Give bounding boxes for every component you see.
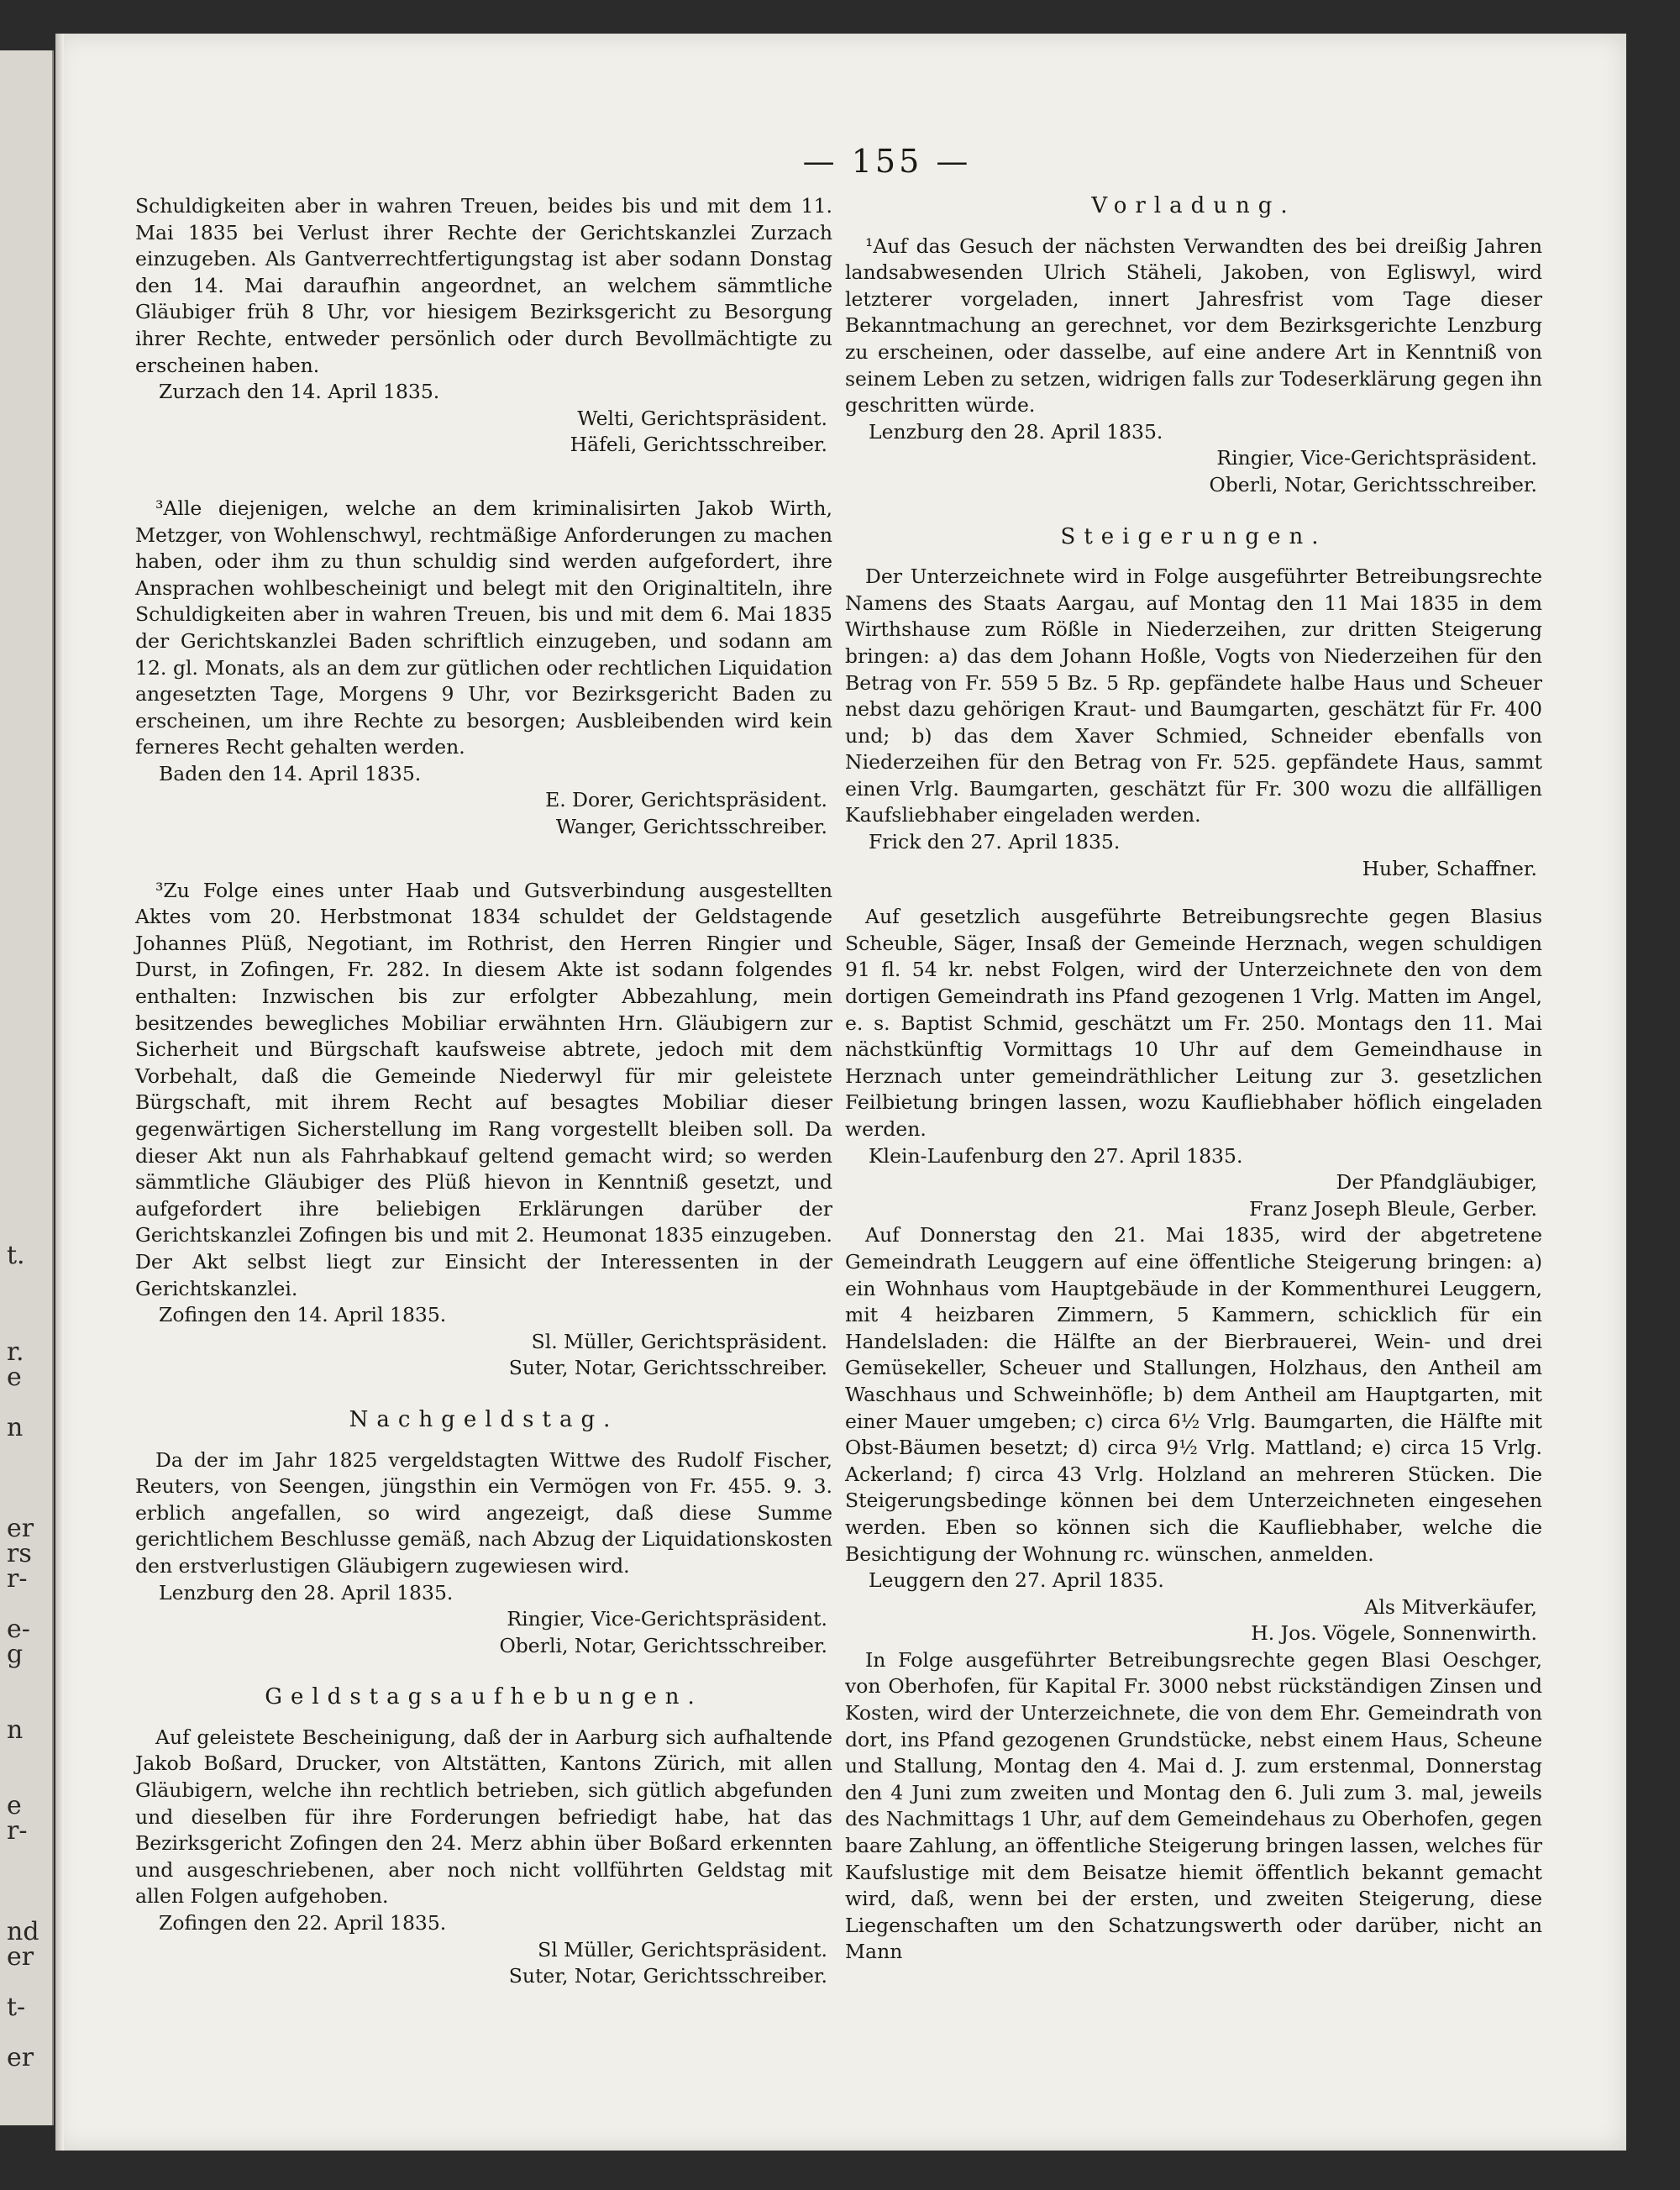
left-column [135, 193, 832, 1990]
margin-fragment: e [7, 1363, 22, 1392]
notice-signature: E. Dorer, Gerichtspräsident. [545, 788, 827, 812]
previous-page-edge [0, 50, 54, 2125]
margin-fragment: e [7, 1791, 22, 1820]
notice-paragraph: ³Zu Folge eines unter Haab und Gutsverbindung ausgestellten Aktes vom 20. Herbstmonat 1834 schuldet der Geldstagende Johannes Plüß, Negotiant, im Rothrist, den Herren Ringier und Durst, in Zofingen, Fr. 282. In diesem Akte ist sodann folgendes enthalten: Inzwischen bis zur erfolgter Abbezahlung, mein besitzendes bewegliches Mobiliar erwähnten Hrn. Gläubigern zur Sicherheit und Bürgschaft kaufsweise abtrete, jedoch mit dem Vorbehalt, daß die Gemeinde Niederwyl für mir geleistete Bürgschaft, mit ihrem Recht auf besagtes Mobiliar dieser gegenwärtigen Sicherstellung im Rang vorgestellt bleiben soll. Da dieser Akt nun als Fahrhabkauf geltend gemacht wird; so werden sämmtliche Gläubiger des Plüß hievon in Kenntniß gesetzt, und aufgefordert ihre beliebigen Erklärungen darüber der Gerichtskanzlei Zofingen bis und mit 2. Heumonat 1835 einzugeben. Der Akt selbst liegt zur Einsicht der Interessenten in der Gerichtskanzlei. [135, 878, 832, 1300]
notice-signature: Wanger, Gerichtsschreiber. [555, 815, 827, 839]
notice-signature: Sl. Müller, Gerichtspräsident. [531, 1329, 827, 1353]
notice-paragraph: ³Alle diejenigen, welche an dem kriminalisirten Jakob Wirth, Metzger, von Wohlenschwyl, rechtmäßige Anforderungen zu machen haben, oder ihm zu thun schuldig sind werden aufgefordert, ihre Ansprachen wohlbescheinigt und belegt mit den Originaltiteln, ihre Schuldigkeiten aber in wahren Treuen, bis und mit dem 6. Mai 1835 der Gerichtskanzlei Baden schriftlich einzugeben, und sodann am 12. gl. Monats, als an dem zur gütlichen oder rechtlichen Liquidation angesetzten Tage, Morgens 9 Uhr, vor Bezirksgericht Baden zu erscheinen, um ihre Rechte zu besorgen; Ausbleibenden wird kein ferneres Recht gehalten werden. [135, 496, 832, 759]
notice-signature: Suter, Notar, Gerichtsschreiber. [508, 1356, 827, 1380]
notice-dateline: Leuggern den 27. April 1835. [869, 1568, 1164, 1593]
notice-signature: Suter, Notar, Gerichtsschreiber. [508, 1964, 827, 1988]
spacer [135, 841, 832, 878]
section-heading: Steigerungen. [1060, 523, 1327, 549]
notice-paragraph: Da der im Jahr 1825 vergeldstagten Wittwe des Rudolf Fischer, Reuters, von Seengen, jüngsthin ein Vermögen von Fr. 455. 9. 3. erblich angefallen, so wird angezeigt, daß diese Summe gerichtlichem Beschlusse gemäß, nach Abzug der Liquidationskosten den erstverlustigen Gläubigern zugewiesen wird. [135, 1447, 832, 1578]
notice-signature: Als Mitverkäufer, [1364, 1594, 1537, 1619]
notice-dateline: Zofingen den 14. April 1835. [159, 1303, 447, 1327]
notice-signature: Ringier, Vice-Gerichtspräsident. [507, 1607, 827, 1631]
notice-dateline: Baden den 14. April 1835. [159, 761, 422, 785]
spacer [845, 882, 1542, 904]
notice-signature: Welti, Gerichtspräsident. [577, 406, 827, 430]
notice-signature: Oberli, Notar, Gerichtsschreiber. [499, 1633, 827, 1657]
section-heading: Geldstagsaufhebungen. [265, 1684, 703, 1710]
notice-paragraph: In Folge ausgeführter Betreibungsrechte gegen Blasi Oeschger, von Oberhofen, für Kapital Fr. 3000 nebst rückständigen Zinsen und Kosten, wird der Unterzeichnete, die von dem Ehr. Gemeindrath von dort, ins Pfand gezogenen Grundstücke, nebst einem Haus, Scheune und Stallung, Montag den 4. Mai d. J. zum erstenmal, Donnerstag den 4 Juni zum zweiten und Montag den 6. Juli zum 3. mal, jeweils des Nachmittags 1 Uhr, auf dem Gemeindehaus zu Oberhofen, gegen baare Zahlung, an öffentliche Steigerung bringen lassen, welches für Kaufslustige mit dem Beisatze hiemit öffentlich bekannt gemacht wird, daß, wenn bei der ersten, und zweiten Steigerung, diese Liegenschaften um den Schatzungswerth oder darüber, nicht an Mann [845, 1647, 1542, 1964]
notice-signature: Huber, Schaffner. [1362, 856, 1537, 880]
margin-fragment: n [7, 1715, 24, 1745]
margin-fragment: er [7, 2043, 34, 2072]
section-heading: Nachgeldstag. [349, 1406, 619, 1432]
notice-signature: Der Pfandgläubiger, [1336, 1170, 1537, 1195]
margin-fragment: r- [7, 1564, 28, 1594]
notice-paragraph: Schuldigkeiten aber in wahren Treuen, beides bis und mit dem 11. Mai 1835 bei Verlust ihrer Rechte der Gerichtskanzlei Zurzach einzugeben. Als Gantverrechtfertigungstag ist aber sodann Donstag den 14. Mai daraufhin angeordnet, an welchem sämmtliche Gläubiger früh 8 Uhr, vor hiesigem Bezirksgericht zu Besorgung ihrer Rechte, entweder persönlich oder durch Bevollmächtigte zu erscheinen haben. [135, 194, 832, 377]
notice-dateline: Lenzburg den 28. April 1835. [159, 1580, 454, 1604]
margin-fragment: er [7, 1514, 34, 1543]
notice-signature: H. Jos. Vögele, Sonnenwirth. [1251, 1621, 1537, 1646]
notice-paragraph: ¹Auf das Gesuch der nächsten Verwandten des bei dreißig Jahren landsabwesenden Ulrich Stäheli, Jakoben, von Egliswyl, wird letzterer vorgeladen, innert Jahresfrist vom Tage dieser Bekanntmachung an gerechnet, vor dem Bezirksgerichte Lenzburg zu erscheinen, oder dasselbe, auf eine andere Art in Kenntniß von seinem Leben zu setzen, widrigen falls zur Todeserklärung gegen ihn geschritten würde. [845, 234, 1542, 418]
page-binding-shadow [55, 34, 64, 2151]
notice-dateline: Lenzburg den 28. April 1835. [869, 419, 1163, 444]
notice-paragraph: Auf geleistete Bescheinigung, daß der in Aarburg sich aufhaltende Jakob Boßard, Drucker, von Altstätten, Kantons Zürich, mit allen Gläubigern, welche ihn rechtlich betrieben, sich gütlich abgefunden und dieselben für ihre Forderungen befriedigt habe, hat das Bezirksgericht Zofingen den 24. Merz abhin über Boßard erkennten und ausgeschriebenen, aber noch nicht vollführten Geldstag mit allen Folgen aufgehoben. [135, 1725, 832, 1909]
notice-signature: Sl Müller, Gerichtspräsident. [538, 1937, 827, 1962]
margin-fragment: r- [7, 1816, 28, 1846]
right-column [845, 193, 1542, 1966]
notice-paragraph: Auf gesetzlich ausgeführte Betreibungsrechte gegen Blasius Scheuble, Säger, Insaß der Gemeinde Herznach, wegen schuldigen 91 fl. 54 kr. nebst Folgen, wird der Unterzeichnete den von dem dortigen Gemeindrath ins Pfand gezogenen 1 Vrlg. Matten im Angel, e. s. Baptist Schmid, geschätzt um Fr. 250. Montags den 11. Mai nächstkünftig Vormittags 10 Uhr auf dem Gemeindhause in Herznach unter gemeindräthlicher Leitung zur 3. gesetzlichen Feilbietung bringen lassen, wozu Kaufliebhaber höflich eingeladen werden. [845, 905, 1542, 1141]
newspaper-page [55, 34, 1626, 2151]
notice-signature: Häfeli, Gerichtsschreiber. [570, 433, 827, 457]
margin-fragment: g [7, 1640, 24, 1669]
margin-fragment: nd [7, 1917, 39, 1946]
notice-signature: Franz Joseph Bleule, Gerber. [1249, 1196, 1537, 1221]
notice-paragraph: Auf Donnerstag den 21. Mai 1835, wird der abgetretene Gemeindrath Leuggern auf eine öffentliche Steigerung bringen: a) ein Wohnhaus vom Hauptgebäude in der Kommenthurei Leuggern, mit 4 heizbaren Zimmern, 5 Kammern, schicklich für ein Handelsladen: die Hälfte an der Bierbrauerei, Wein- und drei Gemüsekeller, Scheuer und Stallungen, Holzhaus, den Antheil am Waschhaus und Schweinhöfle; b) dem Antheil am Hauptgarten, mit einer Mauer umgeben; c) circa 6½ Vrlg. Baumgarten, die Hälfte mit Obst-Bäumen besetzt; d) circa 9½ Vrlg. Mattland; e) circa 15 Vrlg. Ackerland; f) circa 43 Vrlg. Holzland an mehreren Stücken. Die Steigerungsbedinge können bei dem Unterzeichneten eingesehen werden. Eben so können sich die Kaufliebhaber, welche die Besichtigung der Wohnung rc. wünschen, anmelden. [845, 1223, 1542, 1566]
notice-dateline: Zofingen den 22. April 1835. [159, 1911, 447, 1935]
margin-fragment: t. [7, 1241, 25, 1270]
margin-fragment: t- [7, 1993, 26, 2022]
notice-dateline: Klein-Laufenburg den 27. April 1835. [869, 1143, 1243, 1168]
notice-signature: Oberli, Notar, Gerichtsschreiber. [1209, 472, 1537, 496]
spacer [135, 459, 832, 496]
section-heading: Vorladung. [1091, 193, 1296, 218]
notice-signature: Ringier, Vice-Gerichtspräsident. [1216, 446, 1537, 470]
margin-fragment: rs [7, 1539, 32, 1568]
page-number: — 155 — [802, 143, 972, 180]
notice-dateline: Frick den 27. April 1835. [869, 830, 1121, 854]
notice-paragraph: Der Unterzeichnete wird in Folge ausgeführter Betreibungsrechte Namens des Staats Aargau, auf Montag den 11 Mai 1835 in dem Wirthshause zum Rößle in Niederzeihen, zur dritten Steigerung bringen: a) das dem Johann Hoßle, Vogts von Niederzeihen für den Betrag von Fr. 559 5 Bz. 5 Rp. gepfändete halbe Haus und Scheuer nebst dazu gehörigen Kraut- und Baumgarten, geschätzt für Fr. 400 und; b) das dem Xaver Schmied, Schneider ebenfalls von Niederzeihen für den Betrag von Fr. 525. gepfändete Haus, sammt einen Vrlg. Baumgarten, geschätzt für Fr. 300 wozu die allfälligen Kaufsliebhaber eingeladen werden. [845, 565, 1542, 827]
margin-fragment: n [7, 1413, 24, 1442]
margin-fragment: er [7, 1942, 34, 1972]
notice-dateline: Zurzach den 14. April 1835. [159, 380, 440, 404]
margin-fragment: r. [7, 1337, 24, 1367]
margin-fragment: e- [7, 1615, 30, 1644]
